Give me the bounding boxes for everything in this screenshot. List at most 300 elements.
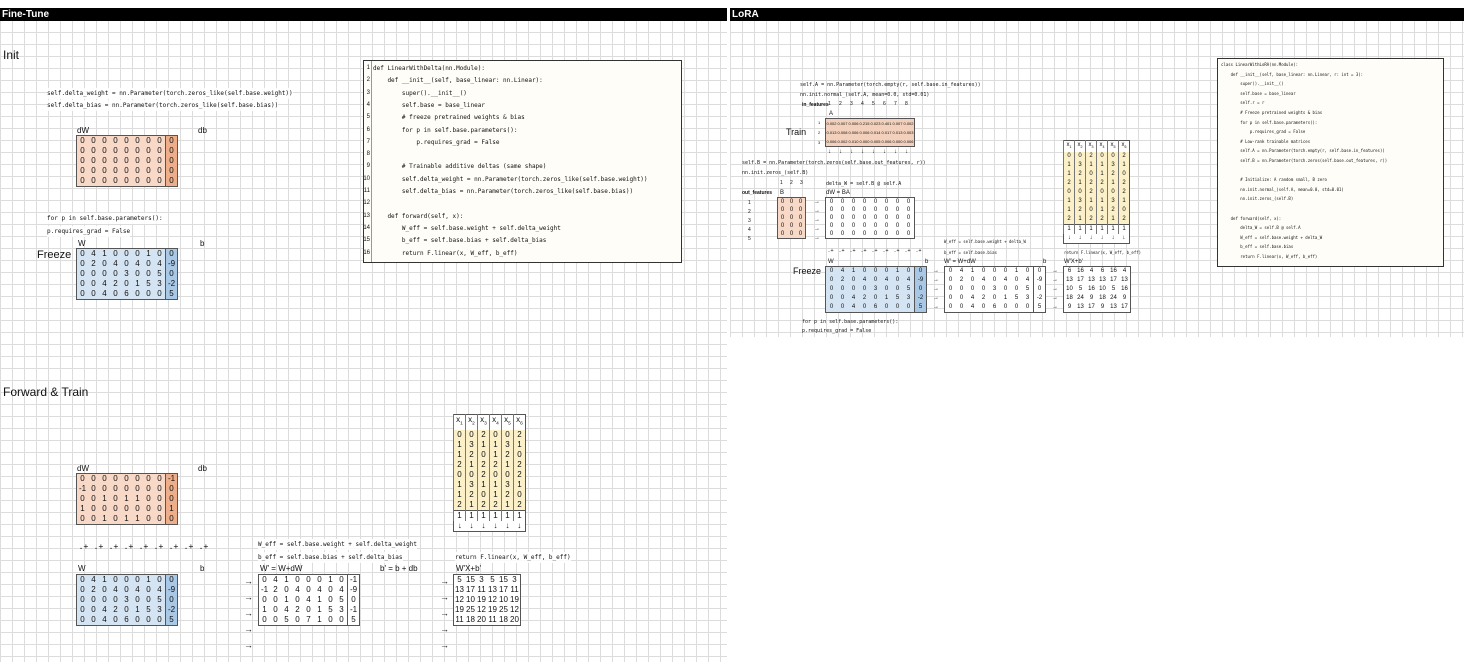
matrix-cell: 4 xyxy=(848,294,859,303)
matrix-cell: 0 xyxy=(110,595,121,605)
matrix-cell: 4 xyxy=(848,303,859,313)
matrix-cell: 0 xyxy=(132,595,143,605)
matrix-cell: 0 xyxy=(859,303,870,313)
matrix-cell: 0 xyxy=(778,222,788,230)
matrix-cell: 0 xyxy=(259,595,271,605)
b-label: b xyxy=(925,259,929,265)
dW-BA-label: dW = BA xyxy=(826,190,850,196)
matrix-row xyxy=(77,504,178,514)
matrix-cell: 0 xyxy=(132,615,143,626)
bias-cell: -9 xyxy=(166,585,178,595)
arrow-icon: → xyxy=(440,592,449,602)
matrix-row xyxy=(77,146,178,156)
x-cell: 0 xyxy=(1075,152,1086,161)
matrix-cell: 0.003 xyxy=(903,130,914,135)
x-cell: 2 xyxy=(514,430,526,440)
arrow-icon: → xyxy=(1052,295,1058,301)
matrix-cell: 0 xyxy=(88,474,99,485)
matrix-cell: 4 xyxy=(859,276,870,285)
matrix-cell: 25 xyxy=(499,605,508,614)
matrix-cell: 0 xyxy=(88,595,99,605)
matrix-cell: 0 xyxy=(77,156,89,166)
matrix-cell: 0 xyxy=(143,289,154,300)
x-cell: 0 xyxy=(1119,206,1130,215)
bias-cell: 5 xyxy=(166,289,178,300)
line-number: 12 xyxy=(363,200,370,207)
x-cell: 2 xyxy=(514,460,526,470)
matrix-row xyxy=(1064,206,1130,215)
matrix-cell: 0 xyxy=(859,267,870,277)
matrix-cell: 0 xyxy=(903,214,915,222)
matrix-cell: 0 xyxy=(989,276,1000,285)
W-init-matrix xyxy=(76,248,178,300)
Wp-label: W' = W+dW xyxy=(260,564,303,573)
matrix-row xyxy=(77,474,178,485)
code-line: # Trainable additive deltas (same shape) xyxy=(373,163,547,171)
down-arrow: ↓ xyxy=(1075,234,1086,244)
code-B-2: nn.init.zeros_(self.B) xyxy=(742,170,809,176)
matrix-cell: 24 xyxy=(1108,294,1119,303)
x-cell: 3 xyxy=(502,480,514,490)
code-line: # Freeze pretrained weights & bias xyxy=(1221,110,1323,115)
bias-cell: -9 xyxy=(915,276,927,285)
x-cell: 1 xyxy=(514,480,526,490)
x-cell: 1 xyxy=(454,450,466,460)
matrix-cell: 3 xyxy=(870,285,881,294)
bias-one: 1 xyxy=(1119,225,1130,235)
matrix-cell: 4 xyxy=(132,259,143,269)
matrix-cell: 0 xyxy=(1000,267,1011,277)
matrix-row xyxy=(1064,179,1130,188)
matrix-cell: 0 xyxy=(99,474,110,485)
x-cell: 0 xyxy=(466,470,478,480)
matrix-cell: 0 xyxy=(110,289,121,300)
bias-cell: -1 xyxy=(348,605,360,615)
matrix-cell: 0 xyxy=(881,303,892,313)
bias-row xyxy=(454,510,526,521)
x-header: $x_6$ xyxy=(514,415,526,430)
matrix-cell: 0.002 xyxy=(826,119,838,129)
bias-one: 1 xyxy=(1064,225,1075,235)
matrix-cell: 19 xyxy=(477,595,486,604)
x-cell: 1 xyxy=(1108,215,1119,225)
matrix-cell: 12 xyxy=(455,595,464,604)
x-cell: 3 xyxy=(502,440,514,450)
line-number: 4 xyxy=(366,101,370,108)
matrix-cell: 0 xyxy=(1022,267,1034,277)
x-header: $x_2$ xyxy=(466,415,478,430)
x-cell: 0 xyxy=(502,470,514,480)
matrix-cell: 0 xyxy=(154,494,166,504)
x-cell: 2 xyxy=(1119,179,1130,188)
out-label: W'X+b' xyxy=(456,564,482,573)
matrix-cell: 0 xyxy=(99,136,110,147)
matrix-cell: 1 xyxy=(132,605,143,615)
matrix-cell: 0 xyxy=(848,222,859,230)
matrix-cell: 2 xyxy=(859,294,870,303)
bias-cell: 0 xyxy=(166,176,178,187)
row-number: 5 xyxy=(748,236,751,242)
W-label-init: W xyxy=(78,239,86,248)
matrix-cell: 3 xyxy=(121,595,132,605)
matrix-row xyxy=(1064,285,1131,294)
matrix-cell: 4 xyxy=(154,585,166,595)
matrix-cell: 0 xyxy=(892,276,903,285)
down-arrow: ↓ xyxy=(1086,234,1097,244)
line-number: 8 xyxy=(366,151,370,158)
arrow-icon: → xyxy=(244,608,253,618)
bias-cell: 0 xyxy=(166,249,178,260)
line-number: 11 xyxy=(363,188,370,194)
matrix-cell: 0 xyxy=(77,146,89,156)
bias-cell: -1 xyxy=(348,575,360,586)
matrix-cell: 4 xyxy=(956,267,967,277)
arrow-icon: → xyxy=(933,304,939,310)
x-cell: 3 xyxy=(466,480,478,490)
matrix-cell: 0 xyxy=(870,294,881,303)
bias-one: 1 xyxy=(1108,225,1119,235)
matrix-cell: 1 xyxy=(325,575,336,586)
matrix-cell: 0 xyxy=(110,514,121,525)
matrix-cell: 0 xyxy=(778,206,788,214)
arrow-row xyxy=(454,521,526,532)
bias-cell: -2 xyxy=(166,605,178,615)
matrix-cell: 0 xyxy=(989,267,1000,277)
matrix-cell: 0 xyxy=(154,136,166,147)
bias-cell: 5 xyxy=(166,615,178,626)
matrix-cell: 1 xyxy=(1011,267,1022,277)
matrix-row xyxy=(454,615,521,626)
plus-row xyxy=(76,542,211,551)
matrix-cell: 2 xyxy=(88,259,99,269)
line-number: 16 xyxy=(363,249,370,256)
matrix-cell: 0 xyxy=(77,595,89,605)
matrix-cell: 0.007 xyxy=(892,119,903,129)
row-number: 3 xyxy=(748,218,751,224)
matrix-cell: 6 xyxy=(1097,267,1108,277)
matrix-cell: 15 xyxy=(466,575,475,584)
matrix-cell: 0 xyxy=(154,615,166,626)
matrix-cell: 13 xyxy=(1075,303,1086,313)
plus-symbol: .+ xyxy=(860,248,867,254)
matrix-cell: 0 xyxy=(336,615,348,626)
x-cell: 1 xyxy=(1097,170,1108,179)
x-cell: 0 xyxy=(1086,170,1097,179)
code-weff: W_eff = self.base.weight + self.delta_weight xyxy=(258,541,417,548)
b-label-train: b xyxy=(200,564,205,573)
matrix-cell: 0 xyxy=(903,267,915,277)
matrix-cell: 0 xyxy=(1011,285,1022,294)
matrix-cell: 0 xyxy=(99,269,110,279)
x-cell: 1 xyxy=(1064,197,1075,206)
matrix-row xyxy=(826,285,927,294)
matrix-cell: 0 xyxy=(143,504,154,514)
code-weff: W_eff = self.base.weight + delta_W xyxy=(944,239,1026,244)
matrix-cell: 11 xyxy=(488,615,497,624)
matrix-cell: 0 xyxy=(881,198,892,207)
x-cell: 1 xyxy=(1108,179,1119,188)
matrix-cell: 0 xyxy=(859,214,870,222)
matrix-cell: 2 xyxy=(110,279,121,289)
matrix-cell: 0 xyxy=(99,504,110,514)
matrix-cell: 0 xyxy=(154,289,166,300)
matrix-cell: 0 xyxy=(826,230,838,239)
matrix-cell: 5 xyxy=(1011,294,1022,303)
matrix-cell: 0 xyxy=(826,294,838,303)
matrix-cell: 0 xyxy=(77,259,89,269)
code-line: nn.init.zeros_(self.B) xyxy=(1221,196,1294,202)
matrix-cell: 0 xyxy=(121,279,132,289)
matrix-cell: 1 xyxy=(881,294,892,303)
x-cell: 2 xyxy=(502,490,514,500)
code-beff: b_eff = self.base.bias xyxy=(944,250,997,255)
matrix-cell: 0 xyxy=(143,146,154,156)
matrix-cell: 0 xyxy=(88,279,99,289)
matrix-cell: 0 xyxy=(892,230,903,239)
down-arrow-icon: ↓ xyxy=(828,149,831,155)
matrix-cell: 16 xyxy=(1086,285,1097,294)
matrix-cell: 0 xyxy=(837,214,848,222)
bias-cell: 5 xyxy=(348,615,360,626)
matrix-cell: 17 xyxy=(1119,303,1131,313)
matrix-cell: 0 xyxy=(859,222,870,230)
matrix-cell: 0 xyxy=(859,230,870,239)
code-line: self.r = r xyxy=(1221,100,1265,106)
matrix-cell: 0 xyxy=(848,285,859,294)
matrix-cell: 12 xyxy=(510,605,519,614)
matrix-row xyxy=(77,575,178,586)
x-cell: 0 xyxy=(478,450,490,460)
matrix-cell: 0 xyxy=(132,249,143,260)
line-number: 14 xyxy=(363,224,370,231)
db-label: db xyxy=(198,126,207,135)
matrix-cell: 0 xyxy=(154,504,166,514)
bias-cell: 0 xyxy=(166,269,178,279)
header-row xyxy=(1064,141,1130,153)
matrix-cell: 0 xyxy=(778,198,788,207)
x-cell: 1 xyxy=(490,480,502,490)
matrix-row xyxy=(77,259,178,269)
matrix-cell: 0 xyxy=(270,615,281,626)
matrix-cell: 0 xyxy=(314,575,325,586)
matrix-cell: 0 xyxy=(837,198,848,207)
matrix-cell: 0 xyxy=(989,294,1000,303)
matrix-cell: 0 xyxy=(870,214,881,222)
matrix-cell: 0 xyxy=(870,230,881,239)
b-label-2: b xyxy=(1043,259,1047,265)
matrix-row xyxy=(454,585,521,595)
matrix-cell: 0 xyxy=(870,206,881,214)
matrix-cell: 0 xyxy=(796,206,806,214)
matrix-cell: 0 xyxy=(945,276,957,285)
matrix-cell: 6 xyxy=(121,289,132,300)
plus-symbol: .+ xyxy=(123,542,134,551)
x-cell: 3 xyxy=(1075,161,1086,170)
matrix-cell: 0.006 xyxy=(848,130,859,135)
matrix-cell: 4 xyxy=(1119,267,1131,277)
Wp-matrix xyxy=(258,574,360,626)
matrix-cell: 13 xyxy=(1119,276,1131,285)
code-A-1: self.A = nn.Parameter(torch.empty(r, self.base.in_features)) xyxy=(800,82,981,88)
row-number: 2 xyxy=(748,209,751,215)
matrix-row xyxy=(1064,267,1131,277)
matrix-cell: 1 xyxy=(132,514,143,525)
matrix-cell: 0 xyxy=(154,514,166,525)
matrix-row xyxy=(1064,215,1130,225)
matrix-cell: 0 xyxy=(88,269,99,279)
arrow-icon: → xyxy=(814,208,820,214)
bias-row xyxy=(1064,225,1130,235)
x-cell: 0 xyxy=(1108,152,1119,161)
bias-one: 1 xyxy=(466,510,478,521)
matrix-cell: 4 xyxy=(281,605,292,615)
bias-cell: -9 xyxy=(1034,276,1046,285)
matrix-cell: 0 xyxy=(154,249,166,260)
matrix-cell: 0 xyxy=(881,222,892,230)
bias-cell: 0 xyxy=(915,267,927,277)
code-line: self.B = nn.Parameter(torch.zeros(self.base.out_features, r)) xyxy=(1221,158,1388,163)
x-header: $x_5$ xyxy=(1108,141,1119,153)
code-beff: b_eff = self.base.bias + self.delta_bias xyxy=(258,554,403,561)
down-arrow: ↓ xyxy=(1108,234,1119,244)
matrix-cell: 0 xyxy=(903,198,915,207)
x-cell: 1 xyxy=(1075,215,1086,225)
matrix-cell: 0 xyxy=(77,615,89,626)
x-header: $x_1$ xyxy=(1064,141,1075,153)
bias-cell: 0 xyxy=(915,285,927,294)
arrow-icon: → xyxy=(1052,286,1058,292)
matrix-cell: 4 xyxy=(292,585,303,595)
plus-symbol: .+ xyxy=(893,248,900,254)
code-line: nn.init.normal_(self.A, mean=0.0, std=0.01) xyxy=(1221,186,1344,192)
x-cell: 2 xyxy=(478,470,490,480)
matrix-cell: 0 xyxy=(259,615,271,626)
code-line: self.A = nn.Parameter(torch.empty(r, self.base.in_features)) xyxy=(1221,148,1385,154)
plus-symbol: .+ xyxy=(78,542,89,551)
code-return: return F.linear(x, W_eff, b_eff) xyxy=(1064,250,1142,255)
matrix-cell: 5 xyxy=(336,595,348,605)
matrix-cell: 0 xyxy=(881,285,892,294)
arrow-icon: → xyxy=(1052,268,1058,274)
code-line: class LinearWithLoRA(nn.Module): xyxy=(1221,62,1299,67)
bias-cell: 0 xyxy=(166,514,178,525)
matrix-cell: 0.008 xyxy=(837,130,848,135)
matrix-cell: 3 xyxy=(509,575,521,586)
matrix-row xyxy=(454,430,526,440)
x-cell: 1 xyxy=(502,460,514,470)
matrix-cell: 0 xyxy=(787,214,796,222)
matrix-cell: 1 xyxy=(848,267,859,277)
code-line: self.base = base_linear xyxy=(373,101,485,109)
x-cell: 2 xyxy=(478,430,490,440)
matrix-cell: 0 xyxy=(110,494,121,504)
bias-one: 1 xyxy=(478,510,490,521)
arrow-icon: → xyxy=(440,624,449,634)
column-number: 8 xyxy=(905,101,908,107)
matrix-cell: 0 xyxy=(77,166,89,176)
matrix-cell: 0 xyxy=(121,484,132,494)
matrix-cell: 0 xyxy=(848,206,859,214)
matrix-cell: 0.002 xyxy=(903,119,915,129)
matrix-cell: 0 xyxy=(99,176,110,187)
plus-symbol: .+ xyxy=(849,248,856,254)
bias-cell: -9 xyxy=(348,585,360,595)
matrix-cell: 0 xyxy=(121,176,132,187)
matrix-cell: 15 xyxy=(499,575,508,584)
matrix-cell: 0 xyxy=(892,198,903,207)
matrix-cell: 0 xyxy=(77,605,89,615)
matrix-cell: 0 xyxy=(88,494,99,504)
matrix-cell: 0.007 xyxy=(837,119,848,129)
code-return: return F.linear(x, W_eff, b_eff) xyxy=(455,554,571,561)
code-line: super().__init__() xyxy=(373,89,467,97)
matrix-cell: 0 xyxy=(848,198,859,207)
matrix-cell: 0 xyxy=(132,136,143,147)
matrix-row xyxy=(77,176,178,187)
matrix-cell: 0 xyxy=(110,575,121,586)
code-freeze-2: p.requires_grad = False xyxy=(802,328,872,334)
x-cell: 2 xyxy=(478,460,490,470)
matrix-row xyxy=(77,514,178,525)
matrix-cell: 0 xyxy=(121,146,132,156)
matrix-row xyxy=(945,267,1046,277)
matrix-cell: 0 xyxy=(956,285,967,294)
matrix-cell: 0 xyxy=(77,249,89,260)
down-arrow: ↓ xyxy=(1097,234,1108,244)
out-features-label: out_features xyxy=(742,190,773,196)
matrix-row xyxy=(778,222,806,230)
matrix-cell: 2 xyxy=(978,294,989,303)
down-arrow: ↓ xyxy=(466,521,478,532)
matrix-cell: 0 xyxy=(77,585,89,595)
column-number: 7 xyxy=(894,101,897,107)
dW-init-matrix xyxy=(76,135,178,187)
matrix-cell: 0 xyxy=(143,136,154,147)
matrix-cell: 25 xyxy=(466,605,475,614)
matrix-cell: 9 xyxy=(1086,294,1097,303)
train-label: Train xyxy=(786,127,807,137)
code-freeze-2: p.requires_grad = False xyxy=(47,228,131,235)
matrix-cell: 0.000 xyxy=(892,137,903,147)
arrow-icon: → xyxy=(244,624,253,634)
matrix-cell: 5 xyxy=(1075,285,1086,294)
x-cell: 1 xyxy=(454,480,466,490)
matrix-cell: 0 xyxy=(132,166,143,176)
matrix-cell: 0 xyxy=(892,222,903,230)
down-arrow-icon: ↓ xyxy=(872,149,875,155)
matrix-row xyxy=(77,249,178,260)
down-arrow-icon: ↓ xyxy=(883,149,886,155)
matrix-cell: 16 xyxy=(1075,267,1086,277)
matrix-cell: 24 xyxy=(1075,294,1086,303)
x-cell: 1 xyxy=(490,490,502,500)
matrix-row xyxy=(77,279,178,289)
matrix-cell: 0 xyxy=(1011,276,1022,285)
code-block-finetune xyxy=(363,60,682,263)
matrix-cell: 0 xyxy=(110,474,121,485)
x-cell: 0 xyxy=(1086,206,1097,215)
arrow-icon: → xyxy=(933,286,939,292)
bias-one: 1 xyxy=(454,510,466,521)
matrix-row xyxy=(259,575,360,586)
row-number: 1 xyxy=(748,200,751,206)
matrix-cell: 2 xyxy=(270,585,281,595)
matrix-cell: 0 xyxy=(787,230,796,239)
matrix-cell: 0 xyxy=(88,289,99,300)
matrix-cell: 13 xyxy=(1064,276,1076,285)
line-number: 15 xyxy=(363,237,370,244)
matrix-row xyxy=(1064,303,1131,313)
